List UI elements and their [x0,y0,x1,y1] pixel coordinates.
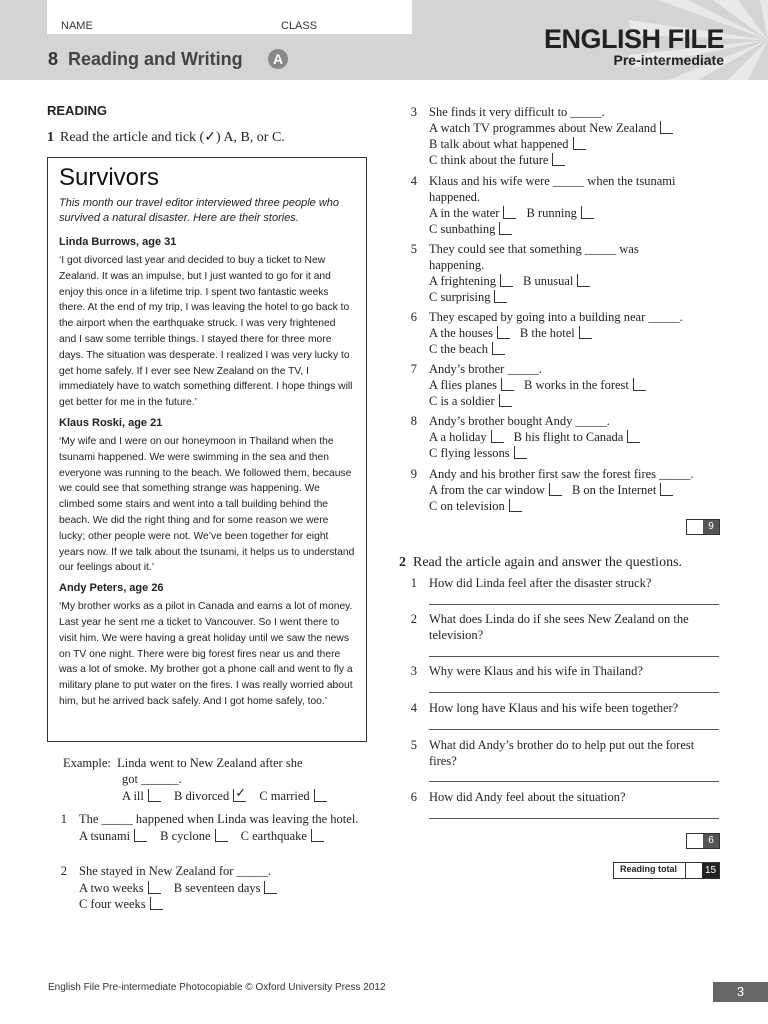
item-number: 1 [410,576,417,590]
item-text: How long have Klaus and his wife been together? [429,701,679,715]
option-label: B divorced [174,789,230,803]
checkbox[interactable] [581,206,594,219]
question-item [60,863,373,912]
open-question [405,789,725,805]
item-number: 5 [410,738,417,752]
option-label: A the houses [429,326,493,340]
item-text: Why were Klaus and his wife in Thailand? [429,664,643,678]
item-stem: They could see that something _____ was happening. [429,242,639,272]
item-number: 3 [410,105,417,119]
checkbox[interactable] [573,137,586,150]
option-label: B unusual [523,274,574,288]
answer-line[interactable] [429,656,719,657]
footer [48,982,386,993]
item-number: 5 [410,242,417,256]
item-stem: They escaped by going into a building near _____. [429,310,683,324]
item-number: 9 [410,467,417,481]
section-badge: A [268,49,288,69]
story-text: ‘I got divorced last year and decided to buy a ticket to New Zealand. It was an impulse, but I just wanted to go for it and enjoy this once in a lifetime trip. I spent two fantastic weeks there. At the end of my trip, I was leaving the hotel to go back to the airport when the earthquake struck. I was very frightened and I saw some terrible things. I stayed there for three more days. The situation was desperate. I realized I was very lucky to get home safely. If I ever see New Zealand on the TV, I immediately have to watch something different. I hope things will get better for me in the future.’ [59,255,353,409]
reading-total-box [613,862,720,879]
example-question [63,755,373,804]
item-stem: She finds it very difficult to _____. [429,105,605,119]
answer-line[interactable] [429,781,719,782]
checkbox[interactable] [264,881,277,894]
reading-heading: READING [47,103,107,118]
option-label: C surprising [429,290,491,304]
score-max: 9 [703,520,719,534]
item-stem: She stayed in New Zealand for _____. [79,864,271,878]
option-label: B cyclone [160,829,211,843]
brand-subtitle: Pre-intermediate [613,52,724,68]
option-label: A in the water [429,206,500,220]
item-stem: Andy’s brother bought Andy _____. [429,414,610,428]
checkbox[interactable] [494,290,507,303]
class-label: CLASS [281,20,318,32]
article-title: Survivors [59,164,160,191]
reading-total-max: 15 [702,863,719,878]
option-label: B on the Internet [571,483,657,497]
item-text: How did Linda feel after the disaster struck? [429,576,652,590]
checkbox[interactable] [499,222,512,235]
question-2-instruction [399,555,682,571]
option-label: C think about the future [429,153,549,167]
option-label: B his flight to Canada [513,430,624,444]
option-label: A ill [122,789,144,803]
question-item [405,104,725,168]
open-question [405,663,725,679]
question-item [405,309,725,357]
option-label: B works in the forest [524,378,629,392]
checkbox[interactable] [577,274,590,287]
checkbox[interactable] [501,378,514,391]
checkbox[interactable] [492,342,505,355]
option-label: C flying lessons [429,446,510,460]
section-title: Reading and Writing [68,49,243,69]
item-number: 6 [410,310,417,324]
score-max: 6 [703,834,719,848]
item-stem: The _____ happened when Linda was leaving the hotel. [79,812,359,826]
example-stem: Linda went to New Zealand after she [117,756,303,770]
item-stem: Klaus and his wife were _____ when the tsunami happened. [429,174,676,204]
score-input[interactable] [687,834,704,848]
option-label: B running [526,206,577,220]
answer-line[interactable] [429,604,719,605]
article-box [47,157,367,742]
option-label: C is a soldier [429,394,495,408]
page-header [0,0,768,80]
checkbox[interactable] [497,326,510,339]
checkbox[interactable] [150,897,163,910]
open-question [405,611,725,643]
checkbox[interactable] [500,274,513,287]
checkbox[interactable] [148,881,161,894]
brand-title: ENGLISH FILE [543,24,724,54]
item-stem: Andy and his brother first saw the forest fires _____. [429,467,694,481]
article-intro: This month our travel editor interviewed three people who survived a natural disaster. Here are their stories. [59,197,340,224]
story-text: ‘My wife and I were on our honeymoon in Thailand when the tsunami happened. We were swimming in the sea and then everyone was running to the beach. We followed them, because we could see that something strange was happening. We climbed some stairs and went into a tall building behind the beach. We did the right thing and for some reason we were lucky; other people were not. We’ve been together for eight years now. If we talk about the tsunami, it helps us to understand our feelings about it.’ [59,435,355,574]
question-item [405,173,725,237]
score-box [686,519,720,535]
option-label: A a holiday [429,430,487,444]
checkbox[interactable] [509,499,522,512]
story-heading: Klaus Roski, age 21 [59,416,163,429]
item-number: 6 [410,790,417,804]
option-label: B seventeen days [173,881,261,895]
example-stem-cont: got ______. [122,772,182,786]
section-number: 8 [48,49,59,69]
checkbox[interactable] [552,153,565,166]
checkbox[interactable] [311,829,324,842]
item-number: 3 [410,664,417,678]
answer-line[interactable] [429,729,719,730]
option-label: C sunbathing [429,222,496,236]
instruction-text: Read the article again and answer the questions. [413,555,683,570]
item-stem: Andy’s brother _____. [429,362,542,376]
question-item [405,466,725,514]
item-number: 2 [60,864,67,878]
checkbox[interactable] [579,326,592,339]
checkbox[interactable] [660,483,673,496]
reading-total-label: Reading total [620,864,678,874]
question-item [405,241,725,305]
item-text: What did Andy’s brother do to help put out the forest fires? [429,738,695,768]
checkbox[interactable] [134,829,147,842]
story-heading: Andy Peters, age 26 [59,582,164,595]
checkbox[interactable] [491,430,504,443]
example-label: Example: [63,756,111,770]
option-label: A watch TV programmes about New Zealand [429,121,657,135]
option-label: B talk about what happened [429,137,569,151]
item-text: What does Linda do if she sees New Zealand on the television? [429,612,689,642]
option-label: A tsunami [79,829,131,843]
checkbox-checked[interactable] [233,789,246,802]
open-question [405,737,725,769]
name-label: NAME [61,20,93,32]
reading-total-input[interactable] [685,863,703,878]
checkbox[interactable] [660,121,673,134]
story-text: ‘My brother works as a pilot in Canada and earns a lot of money. Last year he sent me a ticket to Vancouver. So I went there to visit him. We were having a great holiday until we saw the news on TV one night. There were big forest fires near us and there was a lot of smoke. My brother got a phone call and went to fly a military plane to put water on the fires. I was really worried about him, but he arrived back safely. And I got home safely, too.’ [59,601,353,707]
checkbox[interactable] [549,483,562,496]
checkbox[interactable] [148,789,161,802]
option-label: C the beach [429,342,489,356]
option-label: C married [259,789,310,803]
checkbox[interactable] [314,789,327,802]
option-label: C four weeks [79,897,146,911]
question-item [60,811,373,844]
open-question [405,700,725,716]
instruction-text: Read the article and tick (✓) A, B, or C. [60,130,285,145]
score-input[interactable] [687,520,704,534]
score-box [686,833,720,849]
option-label: C earthquake [240,829,307,843]
checkbox[interactable] [499,394,512,407]
item-number: 4 [410,701,417,715]
item-number: 2 [410,612,417,626]
item-text: How did Andy feel about the situation? [429,790,626,804]
story-heading: Linda Burrows, age 31 [59,236,177,248]
option-label: A frightening [429,274,497,288]
checkbox[interactable] [503,206,516,219]
checkbox[interactable] [514,446,527,459]
answer-line[interactable] [429,818,719,819]
footer-copyright: Photocopiable © Oxford University Press 2012 [176,982,386,993]
answer-line[interactable] [429,692,719,693]
item-number: 7 [410,362,417,376]
option-label: C on television [429,499,505,513]
question-item [405,361,725,409]
option-label: A flies planes [429,378,498,392]
item-number: 1 [60,812,67,826]
option-label: A two weeks [79,881,144,895]
question-1-instruction [47,129,285,146]
open-question [405,575,725,591]
checkbox[interactable] [627,430,640,443]
question-number: 1 [47,130,54,145]
checkbox[interactable] [633,378,646,391]
question-item [405,413,725,461]
item-number: 4 [410,174,417,188]
page-number: 3 [713,982,768,1002]
name-class-box [47,0,412,34]
footer-brand: English File Pre-intermediate [48,982,177,993]
checkbox[interactable] [215,829,228,842]
item-number: 8 [410,414,417,428]
question-number: 2 [399,555,406,570]
option-label: B the hotel [519,326,575,340]
option-label: A from the car window [429,483,545,497]
